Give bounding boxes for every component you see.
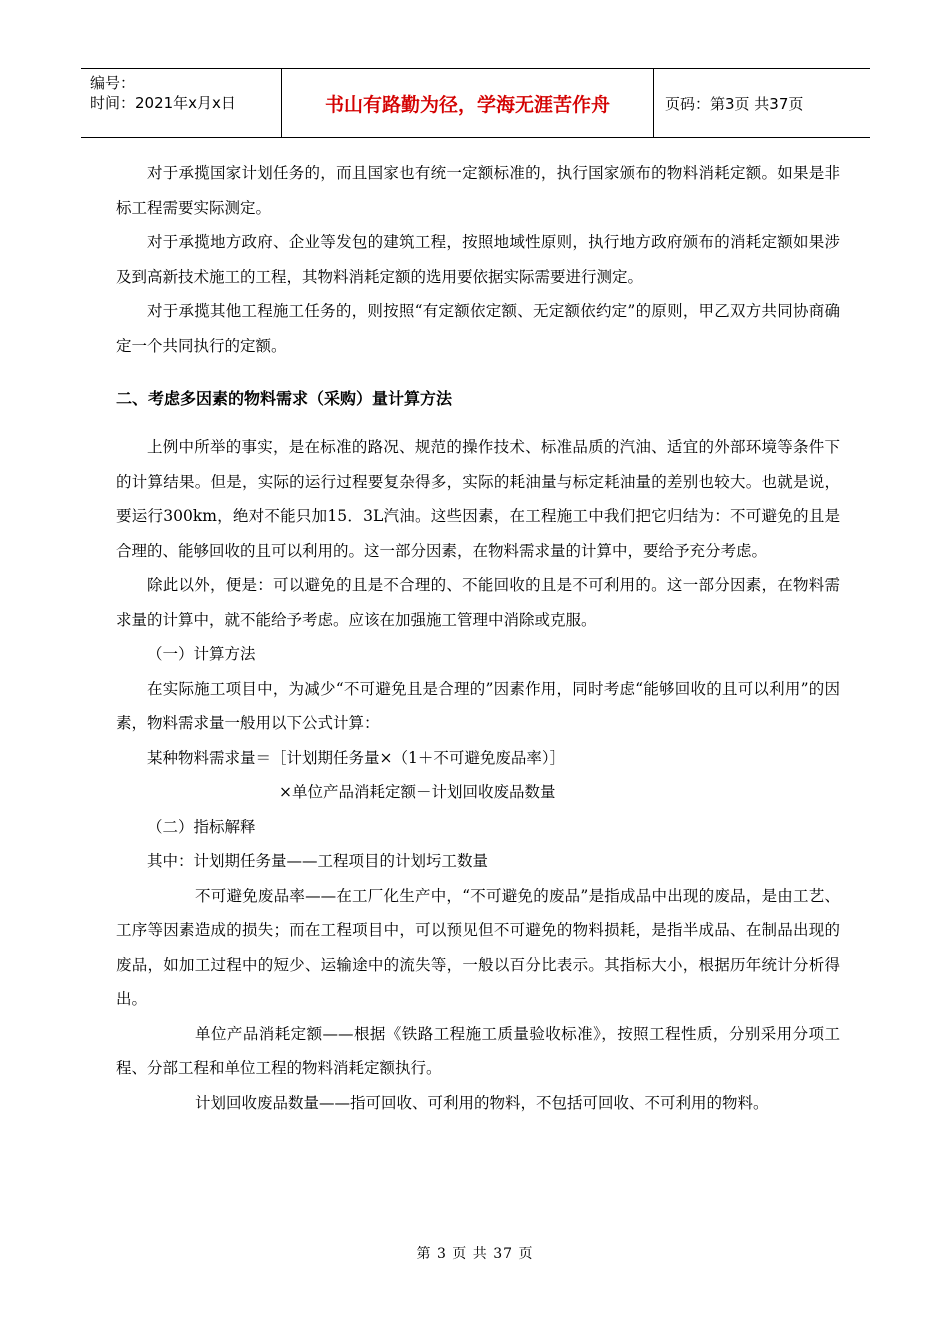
page-header — [81, 68, 870, 138]
section-heading: 二、考虑多因素的物料需求（采购）量计算方法 — [116, 389, 453, 408]
definition-scrap-rate: 不可避免废品率——在工厂化生产中，“不可避免的废品”是指成品中出现的废品，是由工艺、工序等因素造成的损失；而在工程项目中，可以预见但不可避免的物料损耗，是指半成品、在制品出现的废品，如加工过程中的短少、运输途中的流失等，一般以百分比表示。其指标大小，根据历年统计分析得出。 — [116, 886, 840, 1008]
formula-line-2: ×单位产品消耗定额－计划回收废品数量 — [279, 783, 556, 801]
document-date: 时间：2021年x月x日 — [90, 94, 236, 112]
document-body — [116, 156, 840, 1120]
subheading-method: （一）计算方法 — [147, 645, 256, 663]
header-motto: 书山有路勤为径，学海无涯苦作舟 — [282, 69, 654, 137]
definition-task-quantity: 其中：计划期任务量——工程项目的计划圬工数量 — [147, 852, 489, 870]
paragraph: 上例中所举的事实，是在标准的路况、规范的操作技术、标准品质的汽油、适宜的外部环境等条件下的计算结果。但是，实际的运行过程要复杂得多，实际的耗油量与标定耗油量的差别也较大。也就是说，要运行300km，绝对不能只加15．3L汽油。这些因素，在工程施工中我们把它归结为：不可避免的且是合理的、能够回收的且可以利用的。这一部分因素，在物料需求量的计算中，要给予充分考虑。 — [116, 438, 840, 560]
paragraph: 对于承揽国家计划任务的，而且国家也有统一定额标准的，执行国家颁布的物料消耗定额。如果是非标工程需要实际测定。 — [116, 164, 840, 217]
document-number-label: 编号： — [90, 74, 136, 92]
paragraph: 对于承揽地方政府、企业等发包的建筑工程，按照地域性原则，执行地方政府颁布的消耗定额如果涉及到高新技术施工的工程，其物料消耗定额的选用要依据实际需要进行测定。 — [116, 233, 840, 286]
paragraph: 除此以外，便是：可以避免的且是不合理的、不能回收的且是不可利用的。这一部分因素，在物料需求量的计算中，就不能给予考虑。应该在加强施工管理中消除或克服。 — [116, 576, 840, 629]
definition-consumption-quota: 单位产品消耗定额——根据《铁路工程施工质量验收标准》，按照工程性质，分别采用分项工程、分部工程和单位工程的物料消耗定额执行。 — [116, 1024, 840, 1077]
paragraph: 对于承揽其他工程施工任务的，则按照“有定额依定额、无定额依约定”的原则，甲乙双方共同协商确定一个共同执行的定额。 — [116, 302, 840, 355]
header-meta — [81, 69, 282, 137]
definition-recovered-scrap: 计划回收废品数量——指可回收、可利用的物料，不包括可回收、不可利用的物料。 — [195, 1093, 769, 1112]
header-page-info: 页码：第3页 共37页 — [665, 94, 804, 113]
subheading-indicators: （二）指标解释 — [147, 817, 256, 836]
method-paragraph: 在实际施工项目中，为减少“不可避免且是合理的”因素作用，同时考虑“能够回收的且可以利用”的因素，物料需求量一般用以下公式计算： — [116, 679, 840, 732]
page-footer: 第 3 页 共 37 页 — [416, 1246, 534, 1262]
formula-line-1: 某种物料需求量＝［计划期任务量×（1＋不可避免废品率）］ — [147, 748, 566, 767]
